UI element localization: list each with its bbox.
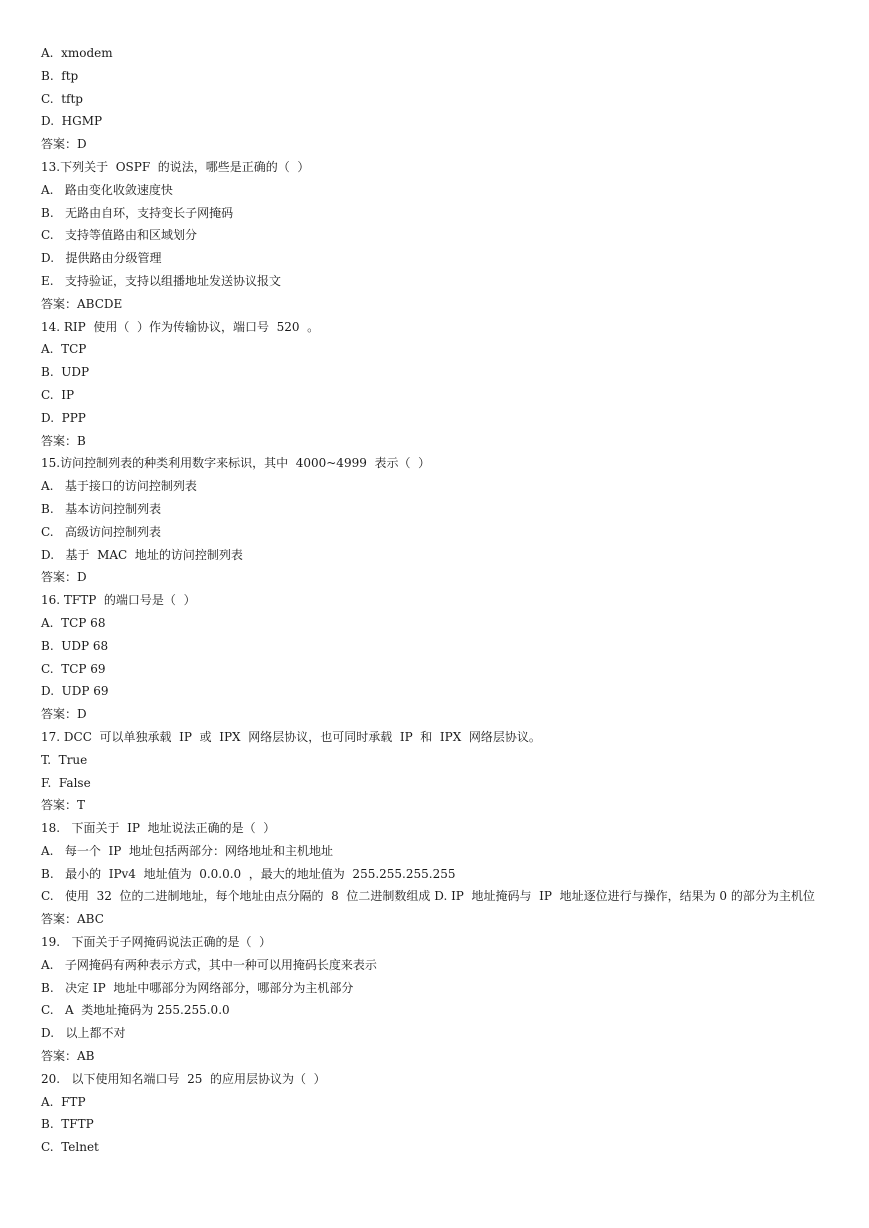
q19-option-d: D. 以上都不对 (41, 1026, 126, 1041)
q16-option-a: A. TCP 68 (41, 615, 106, 630)
q17-option-f: F. False (41, 775, 91, 790)
option-a-xmodem: A. xmodem (41, 46, 113, 60)
q14-option-b: B. UDP (41, 365, 90, 380)
answer-13: 答案：ABCDE (41, 296, 123, 311)
q13-option-b: B. 无路由自环，支持变长子网掩码 (41, 205, 234, 220)
q13-option-c: C. 支持等值路由和区域划分 (41, 228, 198, 243)
answer-19: 答案：AB (41, 1049, 95, 1064)
q16-option-c: C. TCP 69 (41, 661, 106, 676)
answer-15: 答案：D (41, 570, 87, 585)
q18-option-b: B. 最小的 IPv4 地址值为 0.0.0.0 ，最大的地址值为 255.255.255.255 (41, 866, 456, 881)
q13-option-a: A. 路由变化收敛速度快 (41, 182, 173, 197)
question-18: 18. 下面关于 IP 地址说法正确的是（ ） (41, 821, 276, 836)
question-20: 20. 以下使用知名端口号 25 的应用层协议为（ ） (41, 1071, 326, 1086)
q18-option-a: A. 每一个 IP 地址包括两部分：网络地址和主机地址 (41, 843, 333, 858)
q15-option-d: D. 基于 MAC 地址的访问控制列表 (41, 547, 243, 562)
answer-17: 答案：T (41, 798, 86, 813)
answer-14: 答案：B (41, 433, 86, 448)
question-19: 19. 下面关于子网掩码说法正确的是（ ） (41, 935, 272, 950)
q19-option-a: A. 子网掩码有两种表示方式，其中一种可以用掩码长度来表示 (41, 957, 377, 972)
q15-option-c: C. 高级访问控制列表 (41, 524, 162, 539)
q14-option-a: A. TCP (41, 342, 87, 357)
question-13: 13.下列关于 OSPF 的说法，哪些是正确的（ ） (41, 159, 310, 174)
option-d-hgmp: D. HGMP (41, 114, 103, 129)
q14-option-c: C. IP (41, 387, 75, 402)
q15-option-b: B. 基本访问控制列表 (41, 501, 162, 516)
question-17: 17. DCC 可以单独承载 IP 或 IPX 网络层协议，也可同时承载 IP 和 IPX 网络层协议。 (41, 729, 541, 744)
q18-option-c-d: C. 使用 32 位的二进制地址，每个地址由点分隔的 8 位二进制数组成 D. IP 地址掩码与 IP 地址逐位进行与操作，结果为 0 的部分为主机位 (41, 889, 815, 904)
q16-option-b: B. UDP 68 (41, 638, 109, 653)
option-c-tftp: C. tftp (41, 91, 83, 106)
q14-option-d: D. PPP (41, 410, 86, 425)
q19-option-b: B. 决定 IP 地址中哪部分为网络部分，哪部分为主机部分 (41, 980, 354, 995)
q16-option-d: D. UDP 69 (41, 684, 109, 699)
question-16: 16. TFTP 的端口号是（ ） (41, 593, 196, 608)
question-15: 15.访问控制列表的种类利用数字来标识，其中 4000~4999 表示（ ） (41, 456, 431, 471)
answer-18: 答案：ABC (41, 912, 104, 927)
document-page (41, 42, 841, 1159)
q13-option-d: D. 提供路由分级管理 (41, 251, 162, 266)
q20-option-b: B. TFTP (41, 1117, 94, 1132)
q20-option-c: C. Telnet (41, 1140, 99, 1155)
q17-option-t: T. True (41, 752, 88, 767)
answer-16: 答案：D (41, 707, 87, 722)
question-14: 14. RIP 使用（ ）作为传输协议，端口号 520 。 (41, 319, 320, 334)
q13-option-e: E. 支持验证，支持以组播地址发送协议报文 (41, 273, 282, 288)
q20-option-a: A. FTP (41, 1094, 86, 1109)
q15-option-a: A. 基于接口的访问控制列表 (41, 479, 197, 494)
q19-option-c: C. A 类地址掩码为 255.255.0.0 (41, 1003, 230, 1018)
answer-12: 答案：D (41, 137, 87, 152)
option-b-ftp: B. ftp (41, 68, 79, 83)
